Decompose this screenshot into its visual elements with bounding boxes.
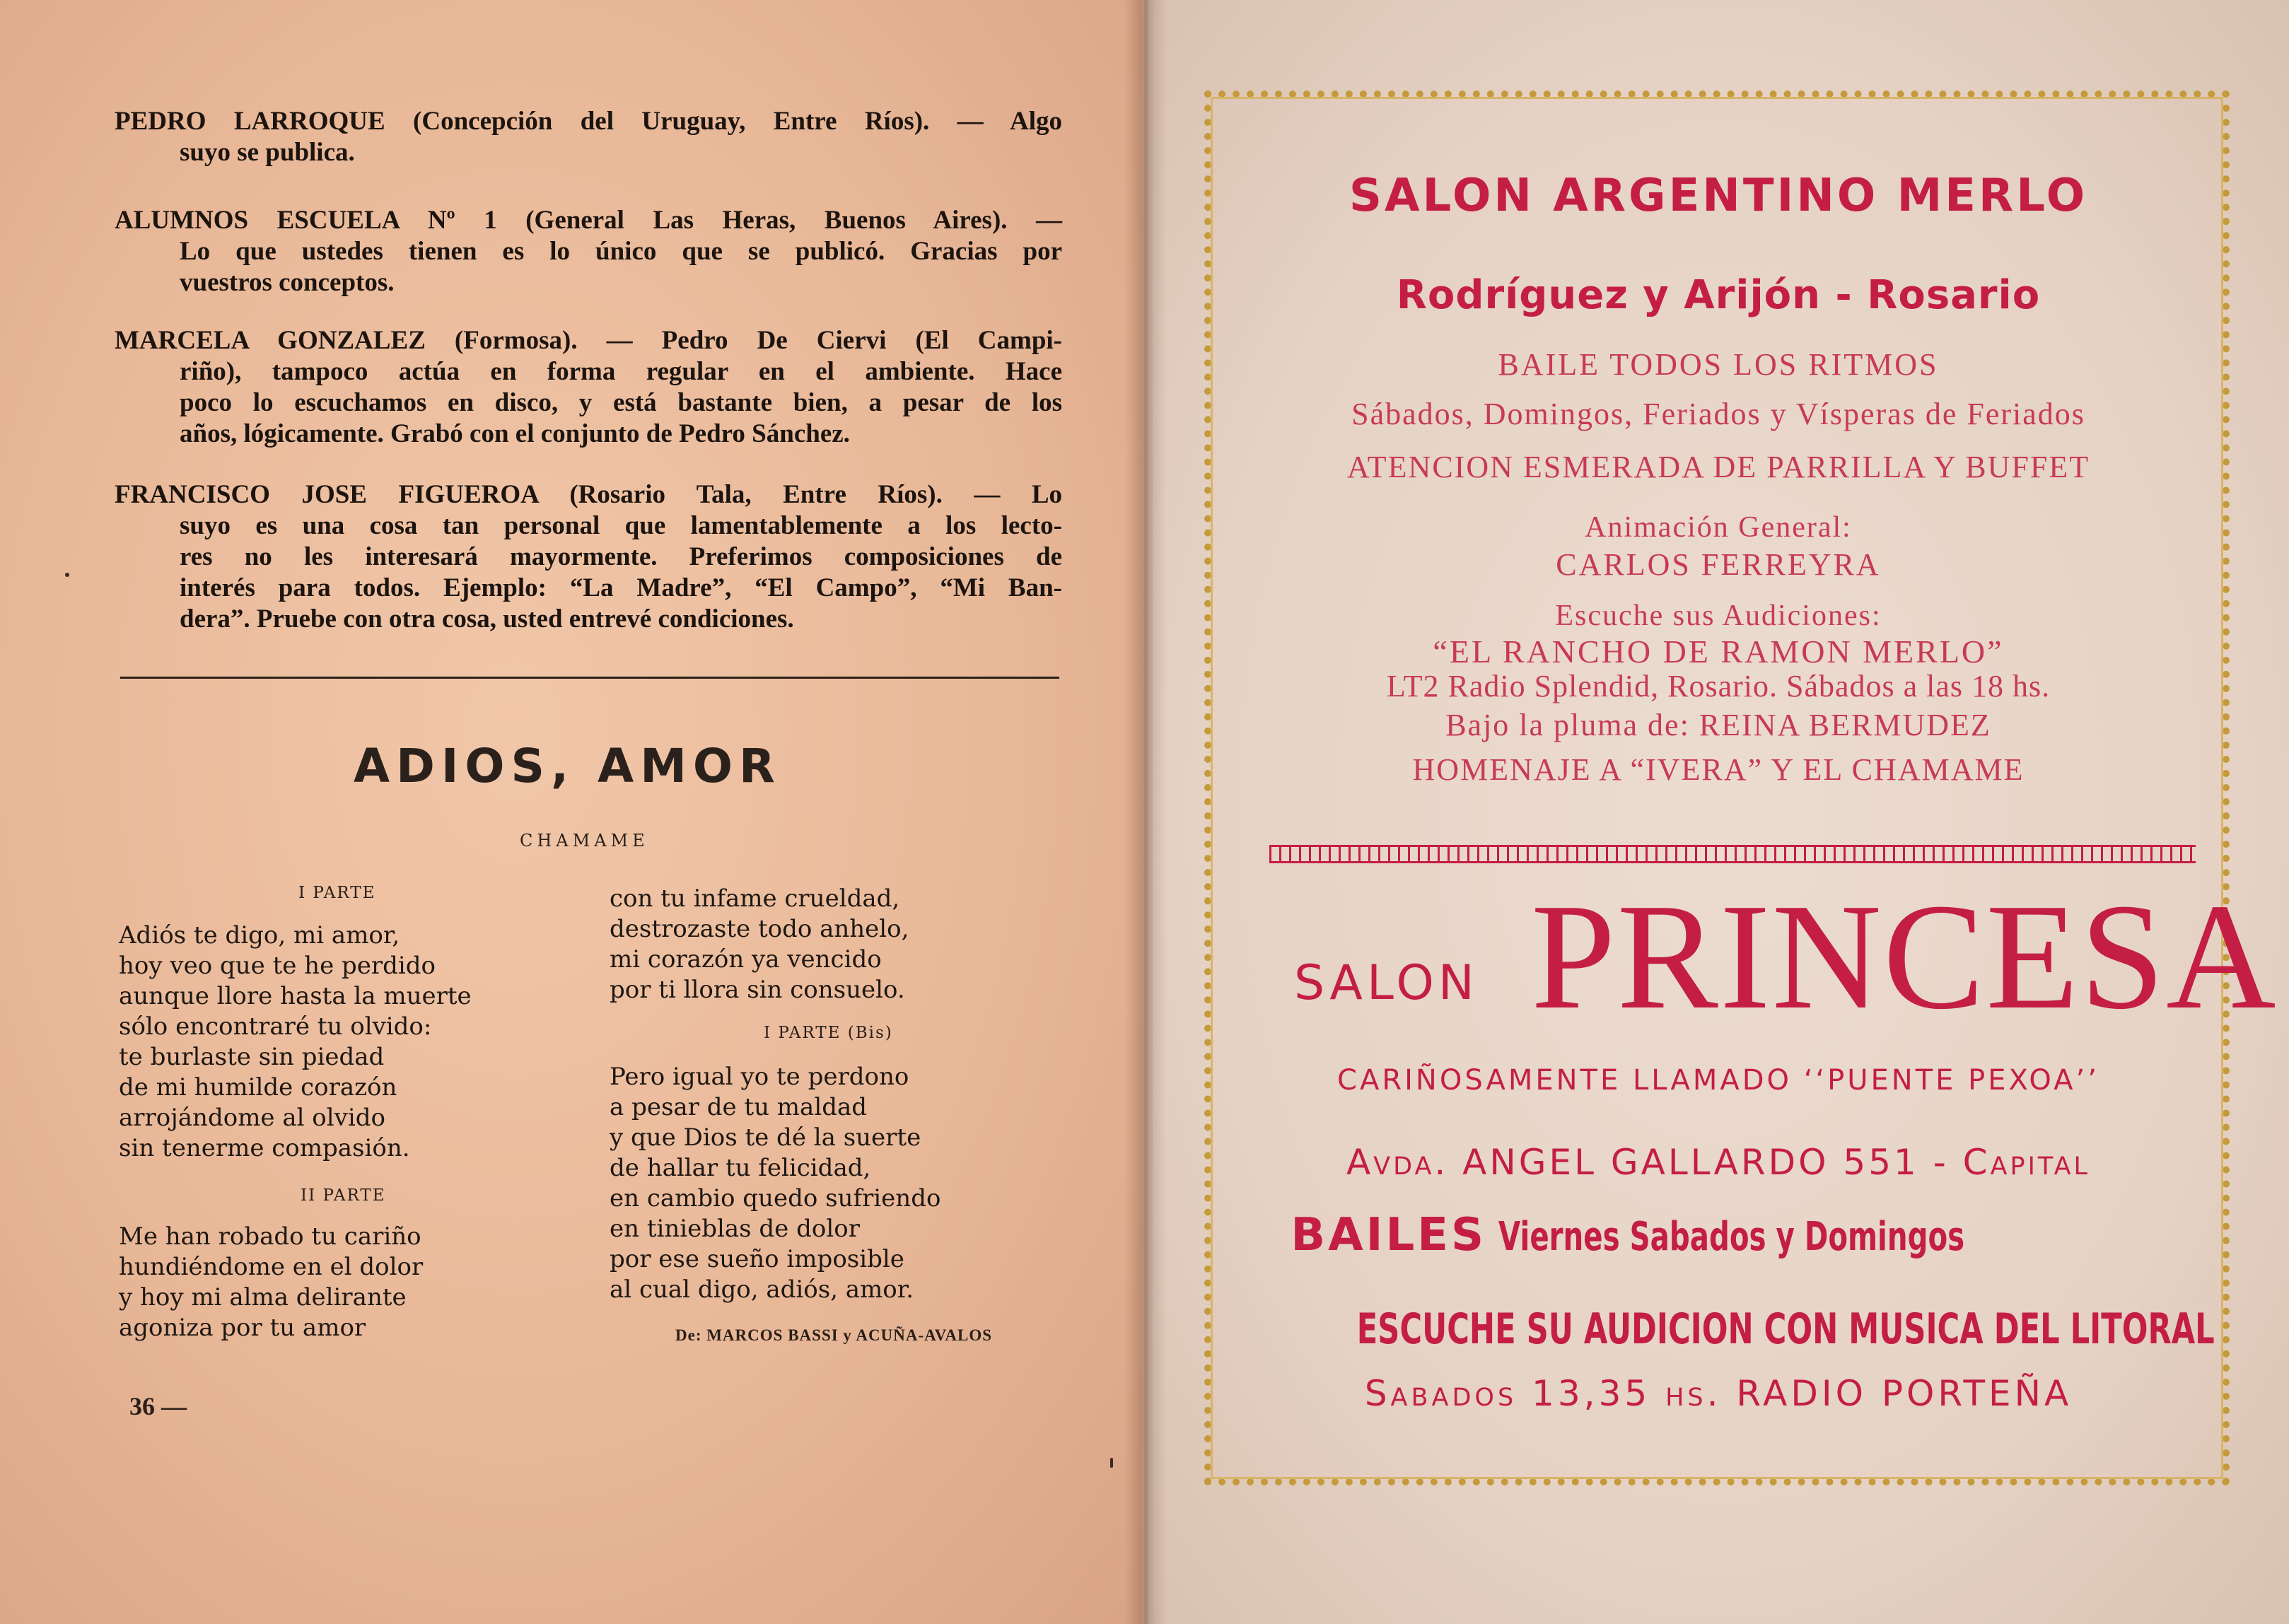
verse-part2-continued	[610, 884, 909, 1005]
ad-address: Rodríguez y Arijón - Rosario	[1396, 272, 2041, 318]
verse-line: sólo encontraré tu olvido:	[119, 1012, 432, 1041]
entry-line: vuestros conceptos.	[180, 268, 395, 297]
song-title: ADIOS, AMOR	[354, 739, 781, 793]
entry-line: suyo es una cosa tan personal que lamentablemente a los lecto-	[180, 511, 1062, 540]
bailes-days: Viernes Sabados y Domingos	[1498, 1214, 1965, 1260]
verse-line: y hoy mi alma delirante	[119, 1283, 407, 1312]
entry-line: res no les interesará mayormente. Preferimos composiciones de	[180, 542, 1062, 571]
entry-line: MARCELA GONZALEZ (Formosa). — Pedro De Ciervi (El Campi-	[115, 326, 1062, 355]
verse-line: hoy veo que te he perdido	[119, 952, 436, 980]
entry-line: poco lo escuchamos en disco, y está bastante bien, a pesar de los	[180, 388, 1062, 417]
entry-line: ALUMNOS ESCUELA Nº 1 (General Las Heras, Buenos Aires). —	[115, 206, 1062, 235]
princesa-name: PRINCESA	[1531, 872, 2278, 1041]
paper-speck	[1110, 1458, 1113, 1468]
entry-line: FRANCISCO JOSE FIGUEROA (Rosario Tala, Entre Ríos). — Lo	[115, 480, 1062, 509]
verse-line: a pesar de tu maldad	[610, 1093, 867, 1121]
verse-part1-bis	[610, 1062, 940, 1305]
ad-line: Escuche sus Audiciones:	[1555, 600, 1882, 632]
ad-line: LT2 Radio Splendid, Rosario. Sábados a las 18 hs.	[1386, 669, 2051, 703]
bailes-label: BAILES	[1291, 1209, 1487, 1261]
ad-line: HOMENAJE A “IVERA” Y EL CHAMAME	[1412, 752, 2025, 787]
verse-line: Me han robado tu cariño	[119, 1222, 421, 1251]
verse-line: aunque llore hasta la muerte	[119, 982, 472, 1010]
song-genre: CHAMAME	[520, 831, 649, 851]
paper-speck	[65, 573, 69, 577]
correspondence-entry	[115, 325, 1062, 450]
verse-line: de hallar tu felicidad,	[610, 1154, 871, 1182]
verse-line: por ese sueño imposible	[610, 1245, 904, 1273]
verse-line: hundiéndome en el dolor	[119, 1253, 424, 1281]
ad-line: Bajo la pluma de: REINA BERMUDEZ	[1445, 708, 1991, 742]
ad-line: Animación General:	[1585, 511, 1852, 544]
ad-radio: Sabados 13,35 hs. RADIO PORTEÑA	[1364, 1373, 2073, 1414]
entry-line: suyo se publica.	[180, 138, 355, 167]
princesa-heading	[1287, 872, 2278, 1041]
entry-line: años, lógicamente. Grabó con el conjunto de Pedro Sánchez.	[180, 419, 850, 448]
ornamental-divider	[1269, 845, 2196, 863]
verse-part2	[119, 1222, 423, 1343]
entry-line: dera”. Pruebe con otra cosa, usted entrevé condiciones.	[180, 604, 794, 633]
song-credit: De: MARCOS BASSI y ACUÑA-AVALOS	[675, 1326, 993, 1344]
verse-line: de mi humilde corazón	[119, 1073, 397, 1102]
verse-line: agoniza por tu amor	[119, 1314, 366, 1342]
correspondence-entry	[115, 106, 1062, 168]
entry-line: PEDRO LARROQUE (Concepción del Uruguay, Entre Ríos). — Algo	[115, 107, 1062, 136]
entry-line: interés para todos. Ejemplo: “La Madre”, “El Campo”, “Mi Ban-	[180, 573, 1062, 602]
part-label: I PARTE (Bis)	[764, 1024, 893, 1042]
ad-title: SALON ARGENTINO MERLO	[1349, 170, 2088, 222]
verse-line: y que Dios te dé la suerte	[610, 1123, 921, 1152]
book-gutter	[1124, 0, 1167, 1624]
verse-line: por ti llora sin consuelo.	[610, 976, 905, 1004]
ad-line: ATENCION ESMERADA DE PARRILLA Y BUFFET	[1346, 450, 2090, 484]
ad-line: CARLOS FERREYRA	[1556, 547, 1881, 582]
verse-line: en tinieblas de dolor	[610, 1215, 860, 1243]
part-label: II PARTE	[301, 1186, 386, 1205]
correspondence-entry	[115, 205, 1062, 298]
verse-line: con tu infame crueldad,	[610, 884, 900, 913]
salon-label: SALON	[1294, 955, 1479, 1011]
verse-line: te burlaste sin piedad	[119, 1043, 385, 1071]
ad-nickname: CARIÑOSAMENTE LLAMADO ‘‘PUENTE PEXOA’’	[1337, 1064, 2099, 1097]
correspondence-entry	[115, 479, 1062, 635]
ad-line: Sábados, Domingos, Feriados y Vísperas de Feriados	[1351, 397, 2085, 431]
verse-part1	[119, 921, 472, 1164]
page-number: 36 —	[129, 1392, 187, 1420]
entry-line: Lo que ustedes tienen es lo único que se publicó. Gracias por	[180, 237, 1062, 266]
ad-audicion: ESCUCHE SU AUDICION CON MUSICA DEL LITORAL	[1356, 1304, 2215, 1354]
part-label: I PARTE	[298, 884, 376, 902]
verse-line: destrozaste todo anhelo,	[610, 915, 909, 943]
entry-line: riño), tampoco actúa en forma regular en el ambiente. Hace	[180, 357, 1062, 386]
verse-line: arrojándome al olvido	[119, 1104, 385, 1132]
verse-line: mi corazón ya vencido	[610, 945, 882, 974]
verse-line: Pero igual yo te perdono	[610, 1063, 909, 1091]
ad-address: Avda. ANGEL GALLARDO 551 - Capital	[1346, 1142, 2091, 1183]
section-divider	[120, 677, 1059, 679]
ad-line: BAILE TODOS LOS RITMOS	[1498, 347, 1939, 382]
verse-line: sin tenerme compasión.	[119, 1134, 410, 1162]
verse-line: al cual digo, adiós, amor.	[610, 1275, 914, 1304]
verse-line: en cambio quedo sufriendo	[610, 1184, 941, 1213]
ad-line: “EL RANCHO DE RAMON MERLO”	[1433, 633, 2004, 670]
ad-bailes	[1216, 1209, 2220, 1261]
verse-line: Adiós te digo, mi amor,	[119, 921, 400, 950]
